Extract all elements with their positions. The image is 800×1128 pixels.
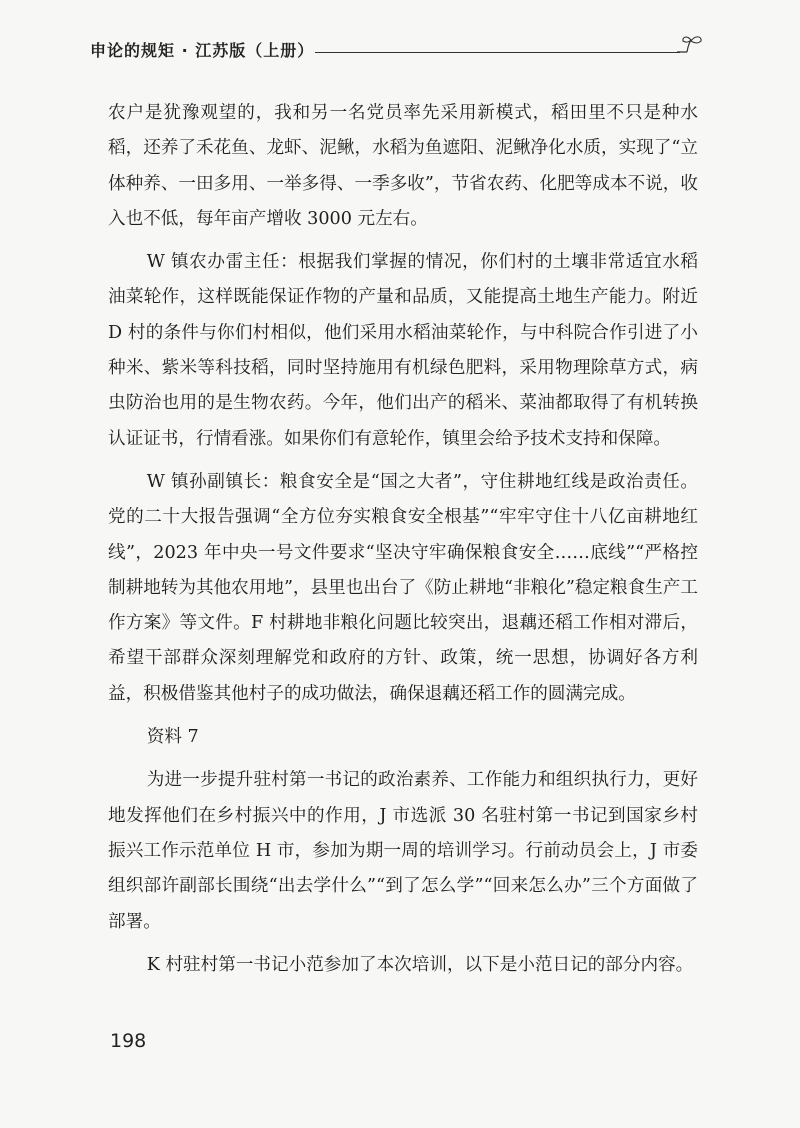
paragraph-2: W 镇农办雷主任：根据我们掌握的情况，你们村的土壤非常适宜水稻油菜轮作，这样既能保证作物的产量和品质，又能提高土地生产能力。附近 D 村的条件与你们村相似，他们采用水稻油菜轮作，与中科院合作引进了小种米、紫米等科技稻，同时坚持施用有机绿色肥料，采用物理除草方式，病虫防治也用的是生物农药。今年，他们出产的稻米、菜油都取得了有机转换认证证书，行情看涨。如果你们有意轮作，镇里会给予技术支持和保障。 [108, 252, 698, 449]
paragraph-4: 为进一步提升驻村第一书记的政治素养、工作能力和组织执行力，更好地发挥他们在乡村振兴中的作用，J 市选派 30 名驻村第一书记到国家乡村振兴工作示范单位 H 市，参加为期一周的培训学习。行前动员会上，J 市委组织部许副部长围绕“出去学什么”“到了怎么学”“回来怎么办”三个方面做了部署。 [108, 770, 698, 932]
header-rule [315, 52, 680, 53]
header-title: 申论的规矩 · 江苏版（上册） [90, 41, 315, 60]
running-header [90, 32, 710, 62]
paragraph-1: 农户是犹豫观望的，我和另一名党员率先采用新模式，稻田里不只是种水稻，还养了禾花鱼、龙虾、泥鳅，水稻为鱼遮阳、泥鳅净化水质，实现了“立体种养、一田多用、一举多得、一季多收”，节省农药、化肥等成本不说，收入也不低，每年亩产增收 3000 元左右。 [108, 103, 698, 229]
page-number: 198 [110, 1030, 147, 1052]
body-text [108, 96, 698, 991]
section-label: 资料 7 [146, 727, 199, 748]
sprout-icon [675, 34, 705, 60]
paragraph-5: K 村驻村第一书记小范参加了本次培训，以下是小范日记的部分内容。 [146, 954, 694, 975]
paragraph-3: W 镇孙副镇长：粮食安全是“国之大者”，守住耕地红线是政治责任。党的二十大报告强调“全方位夯实粮食安全根基”“牢牢守住十八亿亩耕地红线”，2023 年中央一号文件要求“坚决守牢确保粮食安全……底线”“严格控制耕地转为其他农用地”，县里也出台了《防止耕地“非粮化”稳定粮食生产工作方案》等文件。F 村耕地非粮化问题比较突出，退藕还稻工作相对滞后，希望干部群众深刻理解党和政府的方针、政策，统一思想，协调好各方利益，积极借鉴其他村子的成功做法，确保退藕还稻工作的圆满完成。 [108, 471, 698, 704]
